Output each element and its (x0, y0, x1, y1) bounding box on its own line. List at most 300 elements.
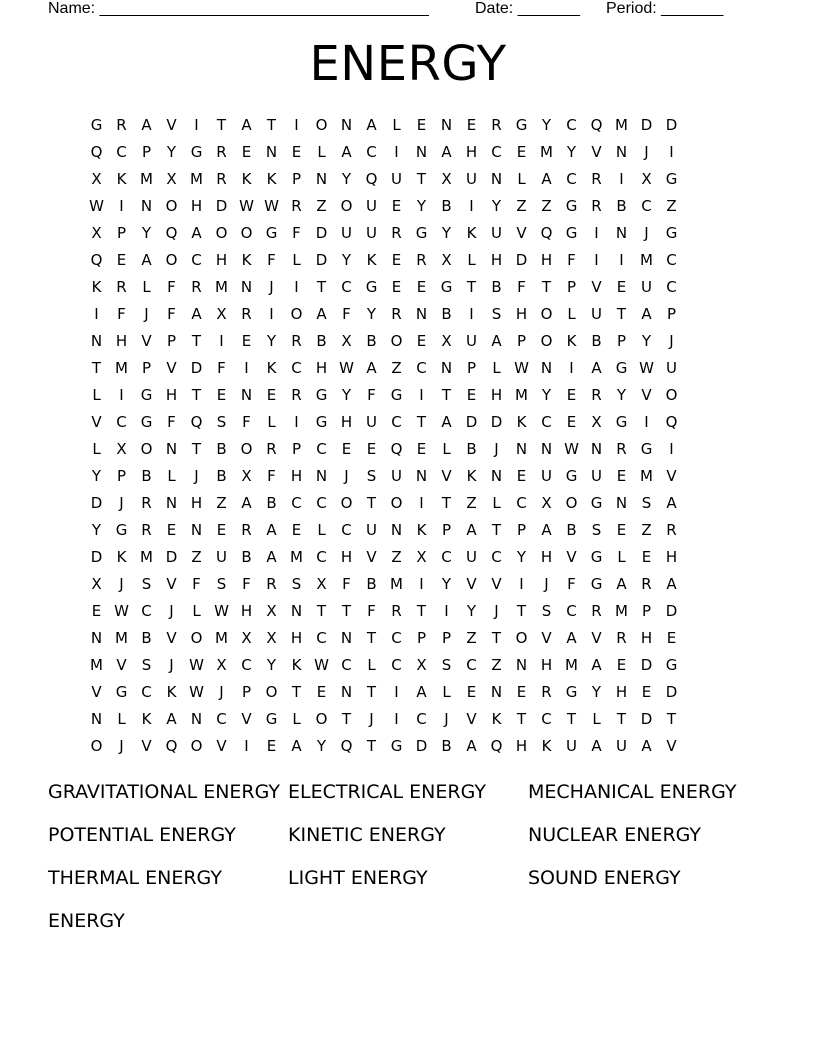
grid-letter[interactable]: T (616, 710, 627, 728)
grid-letter[interactable]: R (541, 683, 552, 701)
grid-letter[interactable]: J (444, 710, 449, 728)
grid-letter[interactable]: O (315, 710, 328, 728)
grid-letter[interactable]: J (494, 602, 499, 620)
grid-letter[interactable]: S (216, 575, 227, 593)
grid-letter[interactable]: T (366, 737, 377, 755)
grid-letter[interactable]: K (466, 224, 477, 242)
grid-letter[interactable]: M (90, 656, 103, 674)
grid-letter[interactable]: B (441, 197, 452, 215)
grid-letter[interactable]: E (266, 386, 277, 404)
grid-letter[interactable]: U (491, 224, 502, 242)
grid-letter[interactable]: A (191, 305, 202, 323)
grid-letter[interactable]: N (340, 629, 353, 647)
grid-letter[interactable]: G (90, 116, 103, 134)
grid-letter[interactable]: P (441, 629, 452, 647)
grid-letter[interactable]: I (94, 305, 99, 323)
grid-letter[interactable]: D (165, 548, 178, 566)
grid-letter[interactable]: A (541, 170, 552, 188)
grid-letter[interactable]: C (116, 413, 127, 431)
grid-letter[interactable]: G (390, 737, 403, 755)
grid-letter[interactable]: J (119, 575, 124, 593)
grid-letter[interactable]: R (241, 521, 252, 539)
grid-letter[interactable]: T (491, 521, 502, 539)
grid-letter[interactable]: V (591, 143, 602, 161)
grid-letter[interactable]: Y (466, 602, 477, 620)
grid-letter[interactable]: R (216, 170, 227, 188)
grid-letter[interactable]: C (566, 116, 577, 134)
grid-letter[interactable]: U (466, 170, 477, 188)
grid-letter[interactable]: E (216, 386, 227, 404)
grid-letter[interactable]: Y (491, 197, 502, 215)
grid-letter[interactable]: T (666, 710, 677, 728)
grid-letter[interactable]: I (669, 143, 674, 161)
grid-letter[interactable]: B (566, 521, 577, 539)
grid-letter[interactable]: I (569, 359, 574, 377)
grid-letter[interactable]: E (416, 440, 427, 458)
grid-letter[interactable]: Q (590, 116, 603, 134)
grid-letter[interactable]: K (416, 521, 427, 539)
grid-letter[interactable]: X (441, 170, 452, 188)
grid-letter[interactable]: C (416, 359, 427, 377)
grid-letter[interactable]: E (641, 683, 652, 701)
grid-letter[interactable]: O (165, 197, 178, 215)
grid-letter[interactable]: Z (641, 521, 652, 539)
grid-letter[interactable]: C (566, 170, 577, 188)
grid-letter[interactable]: A (641, 737, 652, 755)
grid-letter[interactable]: C (141, 683, 152, 701)
grid-letter[interactable]: A (591, 737, 602, 755)
grid-letter[interactable]: G (115, 683, 128, 701)
grid-letter[interactable]: N (440, 359, 453, 377)
grid-letter[interactable]: X (216, 305, 227, 323)
grid-letter[interactable]: C (441, 548, 452, 566)
grid-letter[interactable]: T (416, 170, 427, 188)
grid-letter[interactable]: K (291, 656, 302, 674)
grid-letter[interactable]: C (566, 602, 577, 620)
grid-letter[interactable]: T (191, 386, 202, 404)
grid-letter[interactable]: W (214, 602, 229, 620)
grid-letter[interactable]: Z (541, 197, 552, 215)
grid-letter[interactable]: P (291, 440, 302, 458)
grid-letter[interactable]: N (615, 143, 628, 161)
grid-letter[interactable]: Q (165, 224, 178, 242)
grid-letter[interactable]: L (492, 359, 501, 377)
grid-letter[interactable]: B (441, 305, 452, 323)
grid-letter[interactable]: R (391, 602, 402, 620)
grid-letter[interactable]: H (540, 656, 553, 674)
grid-letter[interactable]: F (292, 224, 301, 242)
grid-letter[interactable]: L (442, 440, 451, 458)
grid-letter[interactable]: I (469, 197, 474, 215)
grid-letter[interactable]: B (266, 494, 277, 512)
grid-letter[interactable]: V (666, 467, 677, 485)
grid-letter[interactable]: A (141, 116, 152, 134)
grid-letter[interactable]: E (391, 197, 402, 215)
grid-letter[interactable]: R (591, 386, 602, 404)
grid-letter[interactable]: D (665, 602, 678, 620)
grid-letter[interactable]: G (640, 440, 653, 458)
grid-letter[interactable]: M (140, 548, 153, 566)
grid-letter[interactable]: G (565, 683, 578, 701)
grid-letter[interactable]: E (366, 440, 377, 458)
grid-letter[interactable]: L (92, 386, 101, 404)
grid-letter[interactable]: F (267, 251, 276, 269)
period-field[interactable]: Period: _______ (606, 0, 724, 17)
grid-letter[interactable]: B (441, 737, 452, 755)
grid-letter[interactable]: B (216, 467, 227, 485)
grid-letter[interactable]: Y (591, 683, 602, 701)
grid-letter[interactable]: P (641, 602, 652, 620)
grid-letter[interactable]: X (116, 440, 127, 458)
grid-letter[interactable]: R (191, 278, 202, 296)
grid-letter[interactable]: X (541, 494, 552, 512)
grid-letter[interactable]: R (416, 251, 427, 269)
grid-letter[interactable]: P (141, 143, 152, 161)
grid-letter[interactable]: T (516, 602, 527, 620)
grid-letter[interactable]: I (294, 116, 299, 134)
grid-letter[interactable]: C (191, 251, 202, 269)
grid-letter[interactable]: T (191, 440, 202, 458)
grid-letter[interactable]: D (415, 737, 428, 755)
grid-letter[interactable]: C (316, 494, 327, 512)
grid-letter[interactable]: E (666, 629, 677, 647)
grid-letter[interactable]: C (641, 197, 652, 215)
grid-letter[interactable]: N (415, 305, 428, 323)
grid-letter[interactable]: A (441, 413, 452, 431)
grid-letter[interactable]: B (316, 332, 327, 350)
grid-letter[interactable]: J (119, 494, 124, 512)
grid-letter[interactable]: E (241, 143, 252, 161)
grid-letter[interactable]: O (540, 305, 553, 323)
grid-letter[interactable]: A (466, 737, 477, 755)
grid-letter[interactable]: R (391, 305, 402, 323)
grid-letter[interactable]: V (141, 737, 152, 755)
grid-letter[interactable]: A (366, 116, 377, 134)
grid-letter[interactable]: E (291, 521, 302, 539)
grid-letter[interactable]: J (369, 710, 374, 728)
grid-letter[interactable]: Q (665, 413, 678, 431)
grid-letter[interactable]: H (190, 494, 203, 512)
grid-letter[interactable]: Z (391, 548, 402, 566)
grid-letter[interactable]: E (566, 413, 577, 431)
grid-letter[interactable]: X (266, 602, 277, 620)
grid-letter[interactable]: N (490, 467, 503, 485)
grid-letter[interactable]: V (141, 332, 152, 350)
grid-letter[interactable]: C (416, 710, 427, 728)
grid-letter[interactable]: V (666, 737, 677, 755)
grid-letter[interactable]: L (192, 602, 201, 620)
grid-letter[interactable]: W (189, 656, 204, 674)
grid-letter[interactable]: U (641, 278, 652, 296)
grid-letter[interactable]: L (492, 494, 501, 512)
grid-letter[interactable]: M (640, 467, 653, 485)
grid-letter[interactable]: I (194, 116, 199, 134)
grid-letter[interactable]: S (641, 494, 652, 512)
grid-letter[interactable]: F (217, 359, 226, 377)
grid-letter[interactable]: E (616, 467, 627, 485)
grid-letter[interactable]: E (466, 683, 477, 701)
grid-letter[interactable]: C (466, 656, 477, 674)
grid-letter[interactable]: U (391, 467, 402, 485)
grid-letter[interactable]: I (269, 305, 274, 323)
grid-letter[interactable]: U (541, 467, 552, 485)
grid-letter[interactable]: A (241, 494, 252, 512)
name-field[interactable]: Name: _____________________________________ (48, 0, 429, 17)
grid-letter[interactable]: W (514, 359, 529, 377)
grid-letter[interactable]: N (265, 143, 278, 161)
grid-letter[interactable]: T (416, 413, 427, 431)
grid-letter[interactable]: Y (266, 332, 277, 350)
grid-letter[interactable]: F (242, 413, 251, 431)
grid-letter[interactable]: V (591, 278, 602, 296)
grid-letter[interactable]: D (215, 197, 228, 215)
grid-letter[interactable]: S (291, 575, 302, 593)
grid-letter[interactable]: P (166, 332, 177, 350)
grid-letter[interactable]: H (640, 629, 653, 647)
grid-letter[interactable]: H (465, 143, 478, 161)
grid-letter[interactable]: Y (166, 143, 177, 161)
grid-letter[interactable]: A (241, 116, 252, 134)
grid-letter[interactable]: H (540, 548, 553, 566)
grid-letter[interactable]: L (142, 278, 151, 296)
grid-letter[interactable]: L (317, 143, 326, 161)
grid-letter[interactable]: C (541, 710, 552, 728)
grid-letter[interactable]: K (541, 737, 552, 755)
grid-letter[interactable]: L (167, 467, 176, 485)
grid-letter[interactable]: X (641, 170, 652, 188)
grid-letter[interactable]: E (616, 656, 627, 674)
grid-letter[interactable]: L (567, 305, 576, 323)
grid-letter[interactable]: N (340, 116, 353, 134)
grid-letter[interactable]: M (290, 548, 303, 566)
grid-letter[interactable]: U (666, 359, 677, 377)
grid-letter[interactable]: C (666, 251, 677, 269)
grid-letter[interactable]: E (341, 440, 352, 458)
grid-letter[interactable]: Q (390, 440, 403, 458)
grid-letter[interactable]: O (90, 737, 103, 755)
grid-letter[interactable]: Q (165, 737, 178, 755)
grid-letter[interactable]: C (491, 548, 502, 566)
grid-letter[interactable]: K (491, 710, 502, 728)
grid-letter[interactable]: S (141, 656, 152, 674)
grid-letter[interactable]: R (291, 332, 302, 350)
grid-letter[interactable]: I (519, 575, 524, 593)
grid-letter[interactable]: J (544, 575, 549, 593)
grid-letter[interactable]: V (91, 413, 102, 431)
grid-letter[interactable]: U (391, 170, 402, 188)
grid-letter[interactable]: I (594, 251, 599, 269)
grid-letter[interactable]: N (165, 494, 178, 512)
grid-letter[interactable]: W (189, 683, 204, 701)
grid-letter[interactable]: K (241, 170, 252, 188)
grid-letter[interactable]: H (240, 602, 253, 620)
grid-letter[interactable]: A (166, 710, 177, 728)
grid-letter[interactable]: R (591, 170, 602, 188)
grid-letter[interactable]: F (167, 413, 176, 431)
grid-letter[interactable]: F (367, 386, 376, 404)
grid-letter[interactable]: R (616, 440, 627, 458)
grid-letter[interactable]: O (390, 494, 403, 512)
grid-letter[interactable]: M (540, 143, 553, 161)
grid-letter[interactable]: B (366, 575, 377, 593)
grid-letter[interactable]: Q (540, 224, 553, 242)
grid-letter[interactable]: Y (541, 386, 552, 404)
grid-letter[interactable]: D (490, 413, 503, 431)
grid-letter[interactable]: Q (340, 737, 353, 755)
grid-letter[interactable]: I (669, 440, 674, 458)
grid-letter[interactable]: J (669, 332, 674, 350)
grid-letter[interactable]: N (490, 170, 503, 188)
grid-letter[interactable]: J (644, 143, 649, 161)
grid-letter[interactable]: F (517, 278, 526, 296)
grid-letter[interactable]: O (290, 305, 303, 323)
grid-letter[interactable]: G (665, 224, 678, 242)
grid-letter[interactable]: U (566, 737, 577, 755)
grid-letter[interactable]: L (367, 656, 376, 674)
grid-letter[interactable]: C (341, 656, 352, 674)
grid-letter[interactable]: W (114, 602, 129, 620)
grid-letter[interactable]: G (140, 386, 153, 404)
grid-letter[interactable]: J (194, 467, 199, 485)
grid-letter[interactable]: F (167, 305, 176, 323)
grid-letter[interactable]: G (390, 386, 403, 404)
grid-letter[interactable]: N (240, 278, 253, 296)
grid-letter[interactable]: W (89, 197, 104, 215)
grid-letter[interactable]: M (390, 575, 403, 593)
grid-letter[interactable]: H (665, 548, 678, 566)
grid-letter[interactable]: C (391, 413, 402, 431)
grid-letter[interactable]: J (494, 440, 499, 458)
grid-letter[interactable]: W (339, 359, 354, 377)
grid-letter[interactable]: D (665, 116, 678, 134)
grid-letter[interactable]: M (115, 359, 128, 377)
grid-letter[interactable]: V (166, 116, 177, 134)
grid-letter[interactable]: I (294, 413, 299, 431)
grid-letter[interactable]: E (266, 737, 277, 755)
grid-letter[interactable]: V (591, 629, 602, 647)
grid-letter[interactable]: B (466, 440, 477, 458)
grid-letter[interactable]: G (415, 224, 428, 242)
grid-letter[interactable]: I (469, 305, 474, 323)
grid-letter[interactable]: W (564, 440, 579, 458)
grid-letter[interactable]: N (190, 710, 203, 728)
grid-letter[interactable]: G (665, 656, 678, 674)
grid-letter[interactable]: R (216, 143, 227, 161)
grid-letter[interactable]: H (290, 629, 303, 647)
grid-letter[interactable]: O (340, 197, 353, 215)
grid-letter[interactable]: B (141, 467, 152, 485)
grid-letter[interactable]: Q (365, 170, 378, 188)
grid-letter[interactable]: G (565, 197, 578, 215)
grid-letter[interactable]: N (90, 332, 103, 350)
grid-letter[interactable]: C (491, 143, 502, 161)
grid-letter[interactable]: A (491, 332, 502, 350)
grid-letter[interactable]: B (366, 332, 377, 350)
grid-letter[interactable]: L (292, 251, 301, 269)
grid-letter[interactable]: G (565, 224, 578, 242)
grid-letter[interactable]: M (565, 656, 578, 674)
grid-letter[interactable]: K (516, 413, 527, 431)
grid-letter[interactable]: L (592, 710, 601, 728)
grid-letter[interactable]: X (341, 332, 352, 350)
grid-letter[interactable]: R (266, 575, 277, 593)
grid-letter[interactable]: J (169, 602, 174, 620)
grid-letter[interactable]: T (366, 494, 377, 512)
grid-letter[interactable]: I (419, 386, 424, 404)
grid-letter[interactable]: O (340, 494, 353, 512)
grid-letter[interactable]: E (466, 116, 477, 134)
grid-letter[interactable]: F (117, 305, 126, 323)
grid-letter[interactable]: P (116, 224, 127, 242)
grid-letter[interactable]: G (265, 710, 278, 728)
grid-letter[interactable]: Y (641, 332, 652, 350)
grid-letter[interactable]: J (344, 467, 349, 485)
grid-letter[interactable]: X (416, 656, 427, 674)
grid-letter[interactable]: K (566, 332, 577, 350)
grid-letter[interactable]: Y (541, 116, 552, 134)
grid-letter[interactable]: H (115, 332, 128, 350)
grid-letter[interactable]: I (619, 251, 624, 269)
grid-letter[interactable]: J (219, 683, 224, 701)
grid-letter[interactable]: E (91, 602, 102, 620)
grid-letter[interactable]: Y (341, 170, 352, 188)
grid-letter[interactable]: T (316, 602, 327, 620)
grid-letter[interactable]: M (515, 386, 528, 404)
grid-letter[interactable]: A (441, 143, 452, 161)
grid-letter[interactable]: L (267, 413, 276, 431)
grid-letter[interactable]: K (91, 278, 102, 296)
grid-letter[interactable]: A (291, 737, 302, 755)
grid-letter[interactable]: E (566, 386, 577, 404)
grid-letter[interactable]: X (166, 170, 177, 188)
grid-letter[interactable]: E (516, 143, 527, 161)
grid-letter[interactable]: O (140, 440, 153, 458)
grid-letter[interactable]: H (340, 548, 353, 566)
grid-letter[interactable]: L (292, 710, 301, 728)
grid-letter[interactable]: C (391, 656, 402, 674)
grid-letter[interactable]: T (341, 602, 352, 620)
grid-letter[interactable]: A (416, 683, 427, 701)
grid-letter[interactable]: A (316, 305, 327, 323)
grid-letter[interactable]: G (590, 548, 603, 566)
grid-letter[interactable]: T (266, 116, 277, 134)
grid-letter[interactable]: Z (316, 197, 327, 215)
grid-letter[interactable]: K (266, 359, 277, 377)
grid-letter[interactable]: R (641, 575, 652, 593)
grid-letter[interactable]: I (119, 197, 124, 215)
grid-letter[interactable]: X (241, 467, 252, 485)
grid-letter[interactable]: M (190, 170, 203, 188)
grid-letter[interactable]: N (315, 170, 328, 188)
grid-letter[interactable]: V (241, 710, 252, 728)
grid-letter[interactable]: P (241, 683, 252, 701)
grid-letter[interactable]: T (416, 602, 427, 620)
grid-letter[interactable]: V (641, 386, 652, 404)
grid-letter[interactable]: J (119, 737, 124, 755)
grid-letter[interactable]: E (291, 143, 302, 161)
grid-letter[interactable]: V (91, 683, 102, 701)
grid-letter[interactable]: X (91, 224, 102, 242)
grid-letter[interactable]: Z (516, 197, 527, 215)
grid-letter[interactable]: C (541, 413, 552, 431)
grid-letter[interactable]: O (315, 116, 328, 134)
grid-letter[interactable]: C (316, 440, 327, 458)
grid-letter[interactable]: B (241, 548, 252, 566)
grid-letter[interactable]: V (516, 224, 527, 242)
grid-letter[interactable]: V (566, 548, 577, 566)
grid-letter[interactable]: F (242, 575, 251, 593)
grid-letter[interactable]: E (616, 521, 627, 539)
